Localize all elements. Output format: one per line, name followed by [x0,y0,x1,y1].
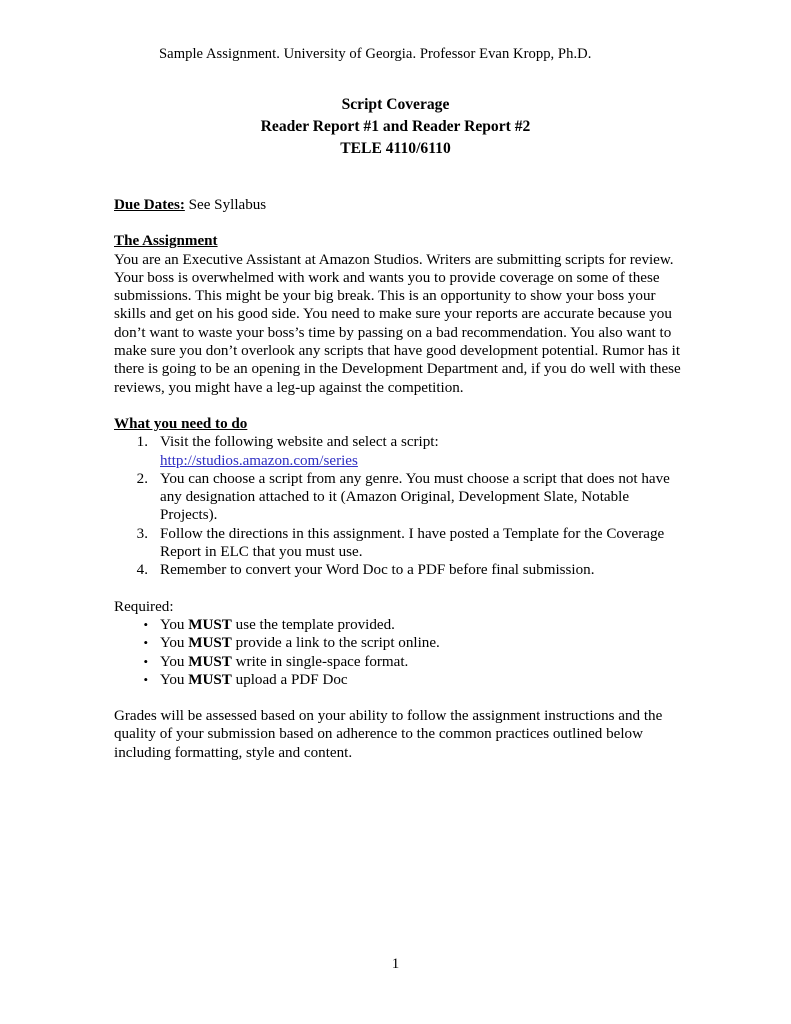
list-item [114,561,682,579]
list-marker: 2. [136,470,148,487]
assignment-paragraph: You are an Executive Assistant at Amazon Studios. Writers are submitting scripts for review. Your boss is overwhelmed with work and wants you to provide coverage on some of these submissions. This might be your big break. This is an opportunity to show your boss your skills and get on his good side. You need to make sure your reports are accurate because you don’t want to waste your boss’s time by passing on a bad recommendation. You also want to make sure you don’t overlook any scripts that have good development potential. Rumor has it there is going to be an opening in the Development Department and, if you do well with these reviews, you might have a leg-up against the competition. [114,251,681,396]
list-marker: 1. [136,434,148,451]
list-marker: 3. [136,525,148,542]
document-body [114,196,682,762]
due-dates-value: See Syllabus [184,197,267,213]
required-list [114,616,682,689]
what-to-do-heading [114,415,682,433]
list-item-text: Follow the directions in this assignment. I have posted a Template for the Coverage Report in ELC that you must use. [160,525,665,561]
spacer [114,689,682,707]
what-to-do-list [114,433,682,579]
list-marker: 4. [136,562,148,579]
due-dates-heading: Due Dates: [114,197,185,213]
what-to-do-heading-text: What you need to do [114,415,248,432]
spacer [114,214,682,232]
required-item-prefix: You [160,635,189,652]
script-source-link[interactable]: http://studios.amazon.com/series [160,452,358,469]
list-item [114,525,682,562]
spacer [114,580,682,598]
list-item-text: Remember to convert your Word Doc to a PDF before final submission. [160,562,595,579]
title-line-2: Reader Report #1 and Reader Report #2 [260,118,531,135]
assignment-heading [114,232,682,250]
title-line-1: Script Coverage [341,96,450,113]
required-item-emphasis: MUST [188,635,232,652]
list-item [114,653,682,671]
title-line-3: TELE 4110/6110 [340,140,451,157]
required-item-emphasis: MUST [188,671,232,688]
page-number: 1 [391,956,400,972]
document-header-line: Sample Assignment. University of Georgia. Professor Evan Kropp, Ph.D. [159,46,592,62]
required-item-suffix: upload a PDF Doc [231,671,348,688]
document-title-block [0,94,791,160]
list-item [114,671,682,689]
required-item-emphasis: MUST [188,653,232,670]
required-item-suffix: use the template provided. [231,616,395,633]
bullet-icon: • [143,616,148,632]
closing-paragraph: Grades will be assessed based on your ability to follow the assignment instructions and the quality of your submission based on adherence to the common practices outlined below including formatting, style and content. [114,708,663,761]
required-item-prefix: You [160,653,189,670]
required-item-suffix: write in single-space format. [231,653,409,670]
required-item-emphasis: MUST [188,616,232,633]
list-item-text: Visit the following website and select a script: [160,434,439,451]
list-item [114,433,682,470]
bullet-icon: • [143,635,148,651]
bullet-icon: • [143,671,148,687]
list-item [114,634,682,652]
bullet-icon: • [143,653,148,669]
spacer [114,397,682,415]
due-dates-line [114,196,682,214]
list-item [114,470,682,525]
assignment-heading-text: The Assignment [114,233,218,250]
required-label: Required: [114,598,174,615]
list-item-text: You can choose a script from any genre. You must choose a script that does not have any designation attached to it (Amazon Original, Development Slate, Notable Projects). [160,470,670,524]
required-item-prefix: You [160,671,189,688]
required-item-suffix: provide a link to the script online. [231,635,440,652]
list-item [114,616,682,634]
required-item-prefix: You [160,616,189,633]
